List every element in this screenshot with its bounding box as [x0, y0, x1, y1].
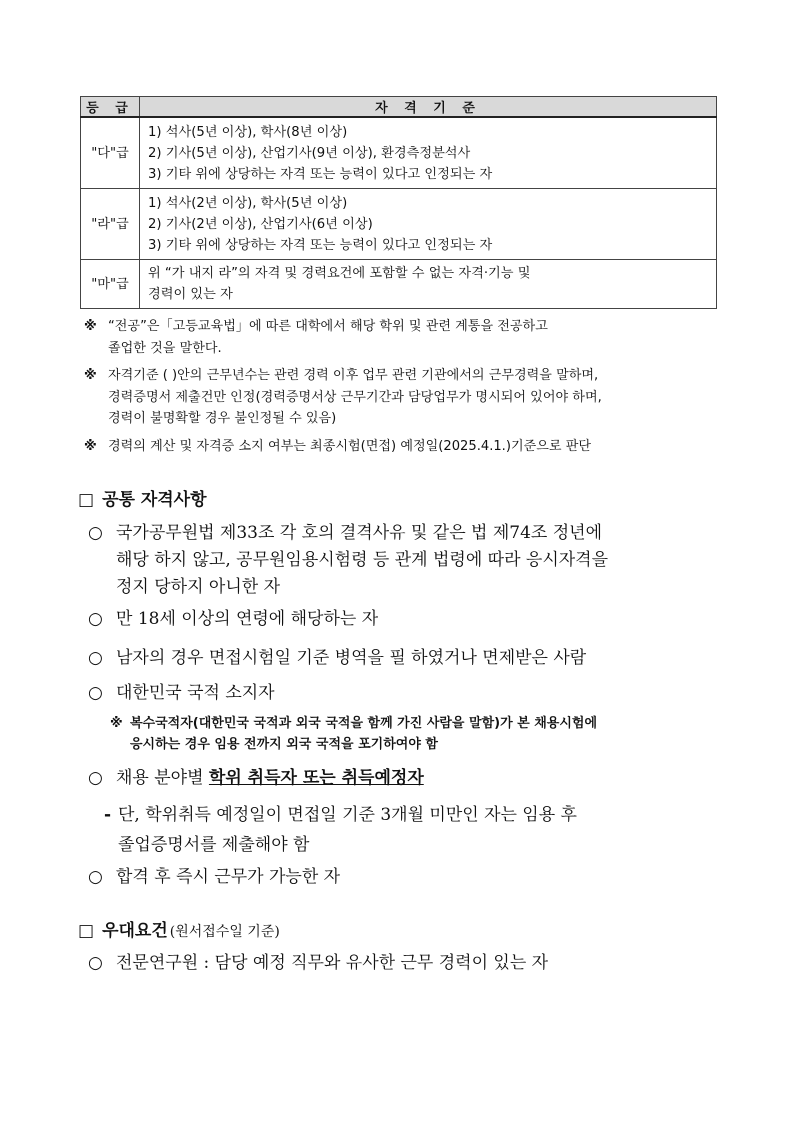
- item-line: [116, 765, 728, 792]
- reference-mark-icon: ※: [84, 439, 97, 454]
- criteria-line: 경력이 있는 자: [148, 287, 233, 302]
- table-row: [81, 117, 717, 189]
- criteria-line: 2) 기사(5년 이상), 산업기사(9년 이상), 환경측정분석사: [148, 145, 471, 161]
- item-line: 전문연구원 : 담당 예정 직무와 유사한 근무 경력이 있는 자: [116, 953, 549, 973]
- criteria-line: 1) 석사(5년 이상), 학사(8년 이상): [148, 124, 348, 140]
- header-grade: 등 급: [81, 97, 140, 118]
- reference-mark-icon: ※: [84, 368, 97, 383]
- dash-bullet: -: [104, 805, 112, 825]
- note-dual-nationality: [110, 713, 730, 755]
- list-item: [88, 864, 728, 891]
- note-line: 복수국적자(대한민국 국적과 외국 국적을 함께 가진 사람을 말함)가 본 채용시험에: [130, 716, 598, 731]
- section-title: 우대요건: [102, 921, 168, 941]
- list-item: [88, 680, 728, 707]
- circle-bullet-icon: ○: [88, 683, 103, 703]
- checkbox-square-icon: □: [78, 490, 95, 510]
- table-row: [81, 189, 717, 260]
- circle-bullet-icon: ○: [88, 523, 103, 543]
- section-subtitle: (원서접수일 기준): [169, 924, 280, 940]
- item-line: 단, 학위취득 예정일이 면접일 기준 3개월 미만인 자는 임용 후: [118, 805, 577, 825]
- item-line: 대한민국 국적 소지자: [116, 683, 275, 703]
- list-item: [88, 645, 728, 672]
- circle-bullet-icon: ○: [88, 648, 103, 668]
- table-row: [81, 260, 717, 309]
- checkbox-square-icon: □: [78, 921, 95, 941]
- section-preferences: [78, 916, 280, 941]
- item-line: 합격 후 즉시 근무가 가능한 자: [116, 867, 341, 887]
- criteria-line: 위 “가 내지 라”의 자격 및 경력요건에 포함할 수 없는 자격·기능 및: [148, 266, 531, 281]
- criteria-line: 3) 기타 위에 상당하는 자격 또는 능력이 있다고 인정되는 자: [148, 166, 493, 182]
- grade-cell: "라"급: [81, 189, 140, 260]
- table-header-row: [81, 97, 717, 118]
- criteria-line: 2) 기사(2년 이상), 산업기사(6년 이상): [148, 216, 373, 232]
- section-common-qualifications: [78, 485, 207, 510]
- grade-cell: "마"급: [81, 260, 140, 309]
- reference-mark-icon: ※: [84, 319, 97, 334]
- note-line: “전공”은「고등교육법」에 따른 대학에서 해당 학위 및 관련 계통을 전공하고: [108, 319, 548, 334]
- criteria-line: 1) 석사(2년 이상), 학사(5년 이상): [148, 195, 348, 211]
- item-line: 국가공무원법 제33조 각 호의 결격사유 및 같은 법 제74조 정년에: [116, 523, 603, 543]
- note-work-years: [84, 365, 724, 430]
- section-title: 공통 자격사항: [102, 490, 207, 510]
- list-item: [88, 950, 728, 977]
- note-major-definition: [84, 316, 724, 359]
- note-line: 경력의 계산 및 자격증 소지 여부는 최종시험(면접) 예정일(2025.4.1.)기준으로 판단: [108, 439, 592, 454]
- note-career-calculation: [84, 436, 724, 458]
- note-line: 자격기준 ( )안의 근무년수는 관련 경력 이후 업무 관련 기관에서의 근무경력을 말하며,: [108, 368, 599, 383]
- qualification-table: [80, 96, 717, 309]
- criteria-cell: [140, 260, 717, 309]
- circle-bullet-icon: ○: [88, 768, 103, 788]
- circle-bullet-icon: ○: [88, 953, 103, 973]
- item-line: 정지 당하지 아니한 자: [116, 577, 281, 597]
- criteria-cell: [140, 117, 717, 189]
- list-item: [88, 765, 728, 792]
- degree-emphasis: 학위 취득자 또는 취득예정자: [208, 768, 424, 788]
- criteria-cell: [140, 189, 717, 260]
- criteria-line: 3) 기타 위에 상당하는 자격 또는 능력이 있다고 인정되는 자: [148, 237, 493, 253]
- item-line: 졸업증명서를 제출해야 함: [118, 835, 310, 855]
- item-line: 해당 하지 않고, 공무원임용시험령 등 관계 법령에 따라 응시자격을: [116, 550, 609, 570]
- list-item: [88, 520, 728, 601]
- item-line: 만 18세 이상의 연령에 해당하는 자: [116, 609, 379, 629]
- degree-sub-note: [104, 800, 724, 860]
- item-line: 남자의 경우 면접시험일 기준 병역을 필 하였거나 면제받은 사람: [116, 648, 587, 668]
- degree-prefix: 채용 분야별: [116, 768, 209, 788]
- header-criteria: 자 격 기 준: [140, 97, 717, 118]
- note-line: 경력이 불명확할 경우 불인정될 수 있음): [108, 411, 337, 426]
- note-line: 경력증명서 제출건만 인정(경력증명서상 근무기간과 담당업무가 명시되어 있어야 하며,: [108, 389, 602, 405]
- reference-mark-icon: ※: [110, 716, 123, 731]
- circle-bullet-icon: ○: [88, 609, 103, 629]
- list-item: [88, 606, 728, 633]
- note-line: 응시하는 경우 임용 전까지 외국 국적을 포기하여야 함: [130, 737, 438, 752]
- circle-bullet-icon: ○: [88, 867, 103, 887]
- grade-cell: "다"급: [81, 117, 140, 189]
- note-line: 졸업한 것을 말한다.: [108, 340, 222, 356]
